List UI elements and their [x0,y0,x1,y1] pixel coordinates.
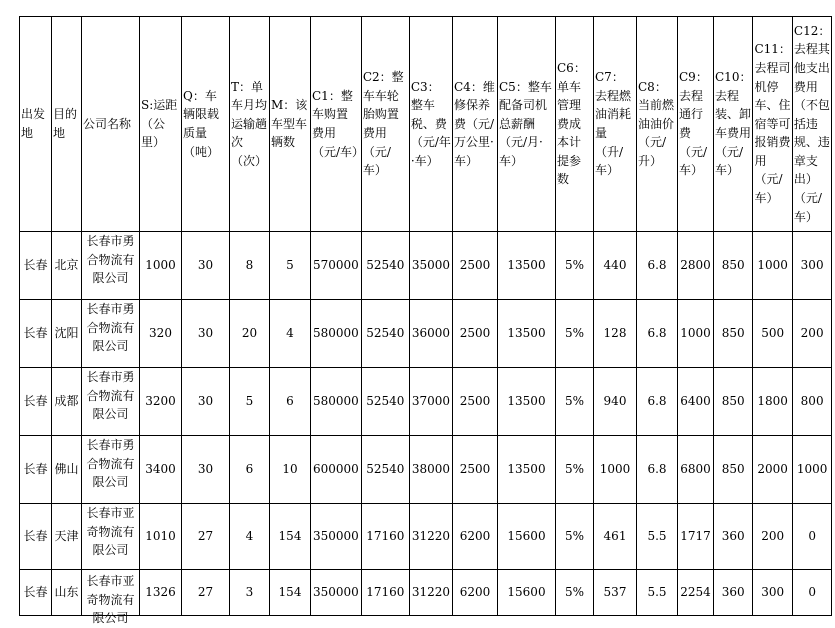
header-cell-c2: C2：整车车轮胎购置费用（元/车） [361,17,409,232]
cell-load-capacity: 30 [182,232,230,300]
cell-c2: 52540 [361,436,409,504]
cell-c3: 38000 [409,436,452,504]
header-cell-company: 公司名称 [82,17,140,232]
cell-vehicle-count: 154 [270,570,311,616]
cell-c12: 0 [792,504,831,570]
cell-c6: 5% [556,570,594,616]
cell-c11: 1000 [753,232,792,300]
header-cell-c6: C6：单车管理费成本计提参数 [556,17,594,232]
table-row [20,570,832,616]
cell-load-capacity: 27 [182,504,230,570]
cell-c4: 2500 [453,232,498,300]
cell-company [82,232,140,300]
cell-c4: 2500 [453,436,498,504]
cell-origin: 长春 [20,368,52,436]
cell-c4: 6200 [453,504,498,570]
cell-monthly-trips: 3 [230,570,270,616]
cell-monthly-trips: 8 [230,232,270,300]
cell-c11: 200 [753,504,792,570]
cell-c3: 36000 [409,300,452,368]
header-cell-c11: C11：去程司机停车、住宿等可报销费用（元/车） [753,17,792,232]
cell-destination: 天津 [52,504,82,570]
cell-c9: 6400 [678,368,714,436]
header-cell-c3: C3：整车税、费（元/年·车） [409,17,452,232]
header-cell-vehicle-count: M：该车型车辆数 [270,17,311,232]
cell-c2: 52540 [361,300,409,368]
cell-c7: 537 [594,570,637,616]
cell-c6: 5% [556,300,594,368]
header-cell-c10: C10：去程装、卸车费用（元/车） [714,17,753,232]
cell-load-capacity: 30 [182,368,230,436]
cell-monthly-trips: 6 [230,436,270,504]
cell-load-capacity: 30 [182,300,230,368]
cell-company [82,436,140,504]
cell-c9: 2254 [678,570,714,616]
cell-monthly-trips: 20 [230,300,270,368]
cell-destination: 沈阳 [52,300,82,368]
cell-origin: 长春 [20,300,52,368]
header-cell-c7: C7：去程燃油消耗量（升/车） [594,17,637,232]
cell-origin: 长春 [20,570,52,616]
cell-distance: 1326 [140,570,182,616]
company-name: 长春市亚奇物流有限公司 [86,506,135,558]
cell-c2: 52540 [361,232,409,300]
cell-c10: 850 [714,232,753,300]
cell-c5: 13500 [498,300,556,368]
cell-c8: 5.5 [637,570,678,616]
freight-cost-table [19,16,832,626]
cell-c5: 15600 [498,570,556,616]
table-row [20,232,832,300]
cell-c9: 1000 [678,300,714,368]
header-cell-destination: 目的地 [52,17,82,232]
cell-c10: 360 [714,570,753,616]
company-name: 长春市勇合物流有限公司 [86,234,135,286]
cell-c7: 940 [594,368,637,436]
cell-c2: 52540 [361,368,409,436]
cell-c9: 2800 [678,232,714,300]
cell-c10: 850 [714,436,753,504]
cell-company [82,570,140,626]
cell-c3: 31220 [409,504,452,570]
cell-c6: 5% [556,504,594,570]
cell-c9: 6800 [678,436,714,504]
cell-vehicle-count: 4 [270,300,311,368]
cell-c7: 461 [594,504,637,570]
cell-c1: 580000 [311,368,362,436]
cell-c12: 1000 [792,436,831,504]
header-cell-c5: C5：整车配备司机总薪酬（元/月·车） [498,17,556,232]
cell-distance: 1010 [140,504,182,570]
cell-c2: 17160 [361,570,409,616]
cell-company [82,368,140,436]
header-cell-monthly-trips: T：单车月均运输趟次（次） [230,17,270,232]
cell-c12: 0 [792,570,831,616]
cell-company [82,300,140,368]
cell-c10: 850 [714,300,753,368]
cell-c10: 360 [714,504,753,570]
header-cell-origin: 出发地 [20,17,52,232]
cell-distance: 3400 [140,436,182,504]
cell-c4: 2500 [453,300,498,368]
cell-c3: 35000 [409,232,452,300]
cell-c6: 5% [556,368,594,436]
header-row [20,17,832,232]
cell-c8: 6.8 [637,436,678,504]
cell-c3: 37000 [409,368,452,436]
company-name: 长春市勇合物流有限公司 [86,438,135,490]
cell-destination: 佛山 [52,436,82,504]
header-cell-c12: C12：去程其他支出费用（不包括违规、违章支出）（元/车） [792,17,831,232]
company-name: 长春市亚奇物流有限公司 [86,574,135,626]
cell-c7: 128 [594,300,637,368]
table-row [20,368,832,436]
cell-c1: 600000 [311,436,362,504]
cell-destination: 成都 [52,368,82,436]
header-cell-c9: C9：去程通行费（元/车） [678,17,714,232]
cell-c7: 440 [594,232,637,300]
company-name: 长春市勇合物流有限公司 [86,302,135,354]
header-cell-c8: C8：当前燃油油价（元/升） [637,17,678,232]
cell-vehicle-count: 10 [270,436,311,504]
cell-c11: 300 [753,570,792,616]
cell-c12: 200 [792,300,831,368]
cell-c7: 1000 [594,436,637,504]
cell-c8: 6.8 [637,232,678,300]
cell-c1: 580000 [311,300,362,368]
cell-c3: 31220 [409,570,452,616]
cell-c4: 2500 [453,368,498,436]
header-cell-c4: C4：维修保养费（元/万公里·车） [453,17,498,232]
cell-origin: 长春 [20,232,52,300]
table-row [20,504,832,570]
cell-destination: 山东 [52,570,82,616]
cell-c11: 1800 [753,368,792,436]
company-name: 长春市勇合物流有限公司 [86,370,135,422]
cell-vehicle-count: 5 [270,232,311,300]
cell-monthly-trips: 5 [230,368,270,436]
table-row [20,436,832,504]
cell-load-capacity: 27 [182,570,230,616]
cell-c4: 6200 [453,570,498,616]
cell-destination: 北京 [52,232,82,300]
cell-c5: 13500 [498,232,556,300]
cell-c5: 13500 [498,368,556,436]
cell-c1: 570000 [311,232,362,300]
header-cell-distance: S:运距（公里） [140,17,182,232]
cell-monthly-trips: 4 [230,504,270,570]
cell-c2: 17160 [361,504,409,570]
cell-c8: 5.5 [637,504,678,570]
cell-c9: 1717 [678,504,714,570]
header-cell-c1: C1：整车购置费用（元/车） [311,17,362,232]
cell-c12: 300 [792,232,831,300]
cell-origin: 长春 [20,436,52,504]
cell-c1: 350000 [311,570,362,616]
cell-vehicle-count: 6 [270,368,311,436]
cell-c5: 15600 [498,504,556,570]
cell-c11: 500 [753,300,792,368]
cell-c8: 6.8 [637,300,678,368]
cell-c11: 2000 [753,436,792,504]
cell-c10: 850 [714,368,753,436]
cell-c6: 5% [556,232,594,300]
cell-company [82,504,140,570]
cell-c8: 6.8 [637,368,678,436]
cell-load-capacity: 30 [182,436,230,504]
cell-vehicle-count: 154 [270,504,311,570]
cell-c12: 800 [792,368,831,436]
table-row [20,300,832,368]
header-cell-load-capacity: Q：车辆限载质量（吨） [182,17,230,232]
cell-c5: 13500 [498,436,556,504]
cell-c1: 350000 [311,504,362,570]
cell-distance: 1000 [140,232,182,300]
cell-origin: 长春 [20,504,52,570]
cell-c6: 5% [556,436,594,504]
cell-distance: 3200 [140,368,182,436]
cell-distance: 320 [140,300,182,368]
